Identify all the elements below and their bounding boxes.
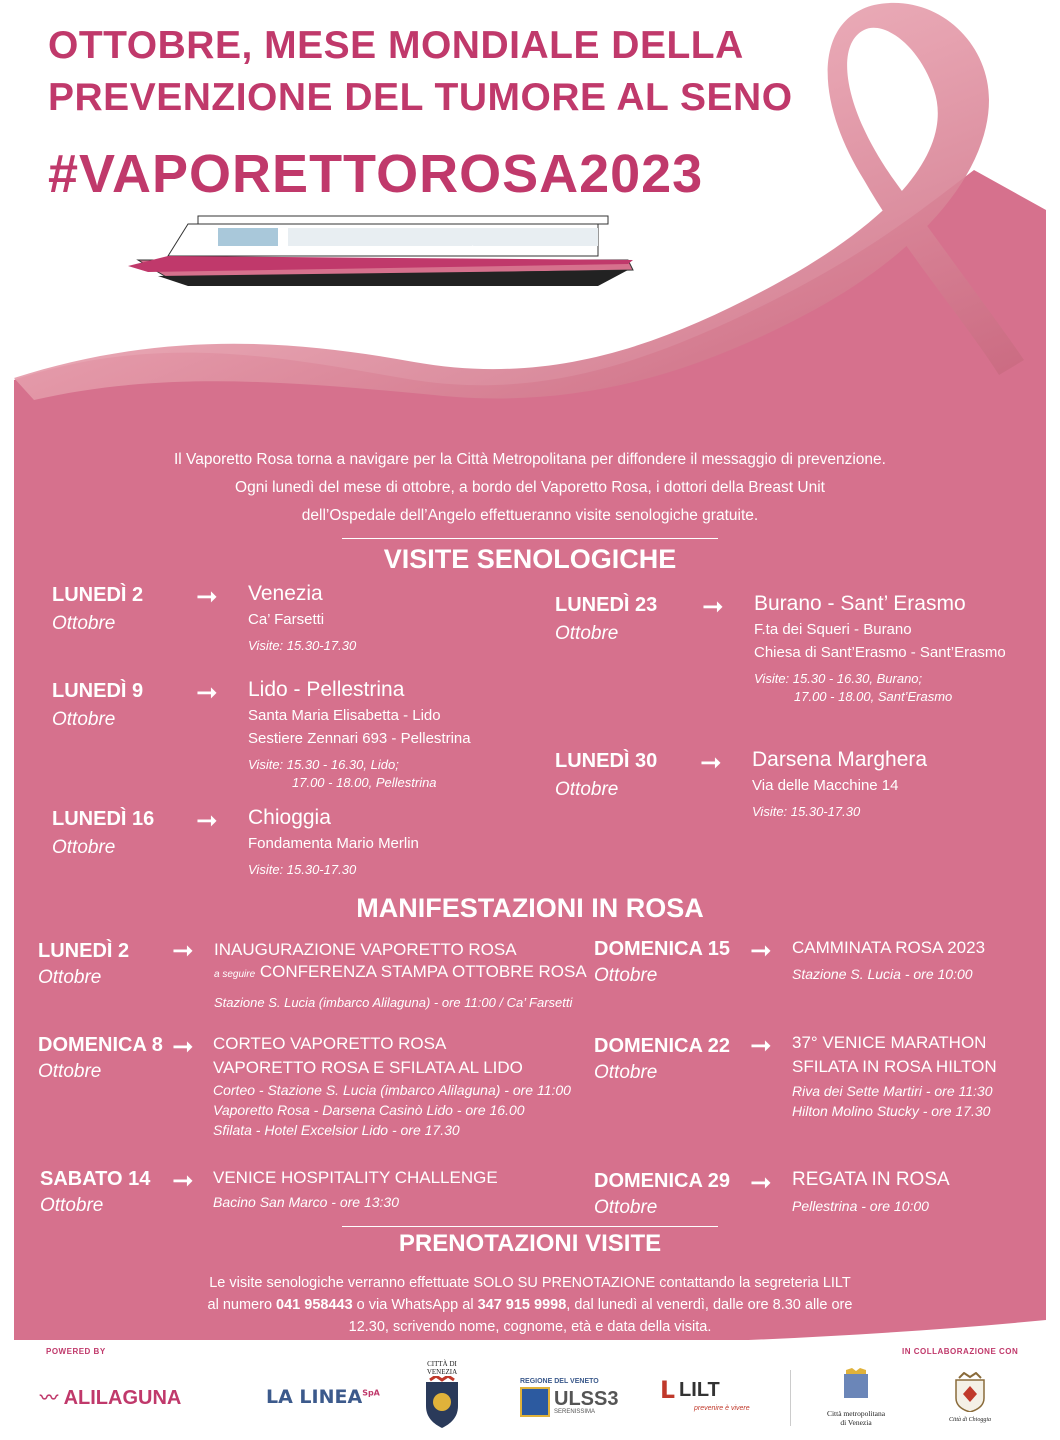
- event-title: REGATA IN ROSA: [792, 1169, 950, 1190]
- lilt-slogan: prevenire è vivere: [694, 1405, 750, 1412]
- event-title: INAUGURAZIONE VAPORETTO ROSA: [214, 940, 517, 959]
- poster-title: [48, 20, 793, 124]
- ulss3-logo: [520, 1378, 618, 1417]
- phone-number: 041 958443: [276, 1297, 353, 1313]
- event-details: [792, 1168, 950, 1216]
- event-info: Pellestrina - ore 10:00: [792, 1198, 929, 1214]
- visit-details: [752, 748, 927, 821]
- lilt-text: LILT: [679, 1379, 720, 1401]
- text-fragment: o via WhatsApp al: [352, 1297, 478, 1313]
- visit-details: [248, 582, 356, 655]
- visit-item: [52, 584, 143, 635]
- visit-address: Via delle Macchine 14: [752, 777, 899, 794]
- citta-metropolitana-logo: [816, 1368, 896, 1427]
- metropolitana-text: Città metropolitana: [826, 1409, 886, 1418]
- event-day: DOMENICA 29: [594, 1170, 730, 1192]
- visit-day: LUNEDÌ 16: [52, 808, 155, 830]
- visit-place: Lido - Pellestrina: [248, 678, 405, 701]
- event-info: Riva dei Sette Martiri - ore 11:30: [792, 1083, 993, 1099]
- visit-hours: 17.00 - 18.00, Sant’Erasmo: [794, 689, 953, 704]
- prenotazioni-line-3: 12.30, scrivendo nome, cognome, età e data della visita.: [348, 1319, 712, 1335]
- visit-day: LUNEDÌ 2: [52, 584, 144, 606]
- arrow-icon: ➞: [196, 581, 218, 611]
- event-title: VAPORETTO ROSA E SFILATA AL LIDO: [213, 1058, 523, 1077]
- intro-text: [100, 446, 960, 530]
- citta-venezia-text: CITTÀ DI VENEZIA: [426, 1360, 458, 1376]
- regione-text: REGIONE DEL VENETO: [520, 1378, 599, 1385]
- visit-item: [52, 680, 143, 731]
- powered-by-label: POWERED BY: [46, 1347, 106, 1356]
- visit-address: Sestiere Zennari 693 - Pellestrina: [248, 730, 471, 747]
- arrow-icon: ➞: [196, 805, 218, 835]
- title-line-2: PREVENZIONE DEL TUMORE AL SENO: [48, 76, 793, 119]
- lilt-figure-icon: ᒪ: [660, 1377, 676, 1404]
- prenotazioni-line-1: Le visite senologiche verranno effettuate SOLO SU PRENOTAZIONE contattando la segreteria LILT: [209, 1275, 851, 1291]
- metropolitana-text: di Venezia: [840, 1418, 872, 1427]
- ulss-sub-text: SERENISSIMA: [554, 1409, 596, 1415]
- arrow-icon: ➞: [172, 1165, 194, 1195]
- event-day: LUNEDÌ 2: [38, 940, 130, 962]
- divider: [342, 1226, 718, 1227]
- event-day: SABATO 14: [40, 1168, 151, 1190]
- event-month: Ottobre: [594, 1062, 658, 1083]
- event-details: [792, 936, 985, 984]
- event-month: Ottobre: [38, 967, 102, 988]
- visit-hours: Visite: 15.30-17.30: [248, 862, 357, 877]
- visit-month: Ottobre: [52, 613, 116, 634]
- event-title: 37° VENICE MARATHON: [792, 1033, 987, 1052]
- visit-place: Venezia: [248, 582, 323, 605]
- visit-details: [754, 592, 1006, 706]
- event-details: [214, 938, 587, 1013]
- event-title: SFILATA IN ROSA HILTON: [792, 1057, 997, 1076]
- event-info: Sfilata - Hotel Excelsior Lido - ore 17.30: [213, 1122, 460, 1138]
- visit-details: [248, 678, 471, 792]
- visit-month: Ottobre: [52, 709, 116, 730]
- event-info: Stazione S. Lucia (imbarco Alilaguna) - ore 11:00 / Ca’ Farsetti: [214, 995, 573, 1010]
- citta-venezia-logo: [420, 1360, 464, 1433]
- arrow-icon: ➞: [750, 1030, 772, 1060]
- arrow-icon: ➞: [702, 591, 724, 621]
- visit-item: [52, 808, 154, 859]
- alilaguna-wave-icon: 〰: [40, 1388, 58, 1408]
- event-info: Corteo - Stazione S. Lucia (imbarco Alilaguna) - ore 11:00: [213, 1082, 571, 1098]
- event-item: [38, 1034, 163, 1083]
- pink-vaporetto-boat: [128, 212, 638, 292]
- event-info: Vaporetto Rosa - Darsena Casinò Lido - ore 16.00: [213, 1102, 525, 1118]
- event-title: CORTEO VAPORETTO ROSA: [213, 1034, 447, 1053]
- prenotazioni-heading: PRENOTAZIONI VISITE: [398, 1230, 662, 1257]
- venice-crest-icon: [422, 1376, 462, 1428]
- hashtag-title: #VAPORETTOROSA2023: [48, 144, 704, 204]
- visit-hours: Visite: 15.30 - 16.30, Burano;: [754, 671, 923, 686]
- event-item: [594, 1170, 730, 1219]
- event-month: Ottobre: [594, 1197, 658, 1218]
- visit-address: Chiesa di Sant’Erasmo - Sant’Erasmo: [754, 644, 1006, 661]
- title-line-1: OTTOBRE, MESE MONDIALE DELLA: [48, 24, 744, 67]
- event-note: a seguire: [214, 969, 256, 980]
- arrow-icon: ➞: [700, 747, 722, 777]
- visit-day: LUNEDÌ 30: [555, 750, 658, 772]
- collaboration-label: IN COLLABORAZIONE CON: [902, 1347, 1019, 1356]
- intro-line-3: dell’Ospedale dell’Angelo effettueranno visite senologiche gratuite.: [301, 507, 759, 524]
- visit-item: [555, 750, 657, 801]
- event-title: VENICE HOSPITALITY CHALLENGE: [213, 1168, 498, 1187]
- visit-place: Darsena Marghera: [752, 748, 928, 771]
- alilaguna-logo: [40, 1384, 181, 1410]
- visit-hours: Visite: 15.30-17.30: [752, 804, 861, 819]
- event-details: [213, 1166, 498, 1212]
- logo-divider: [790, 1370, 791, 1426]
- visit-day: LUNEDÌ 23: [555, 594, 658, 616]
- event-info: Hilton Molino Stucky - ore 17.30: [792, 1103, 991, 1119]
- alilaguna-text: ALILAGUNA: [63, 1387, 182, 1409]
- la-linea-spa: SpA: [362, 1388, 380, 1398]
- la-linea-logo: [266, 1386, 380, 1408]
- event-month: Ottobre: [40, 1195, 104, 1216]
- regione-shield-icon: [520, 1387, 550, 1417]
- event-item: [594, 938, 730, 987]
- visit-hours: Visite: 15.30 - 16.30, Lido;: [248, 757, 399, 772]
- arrow-icon: ➞: [172, 1031, 194, 1061]
- visit-address: F.ta dei Squeri - Burano: [754, 621, 912, 638]
- text-fragment: al numero: [207, 1297, 277, 1313]
- event-details: [792, 1031, 997, 1121]
- visit-place: Burano - Sant’ Erasmo: [754, 592, 966, 615]
- intro-line-1: Il Vaporetto Rosa torna a navigare per la Città Metropolitana per diffondere il messaggio di prevenzione.: [174, 451, 886, 468]
- boat-slogan: PREVENZIONE È VITA: [418, 247, 493, 254]
- boat-brand: ALILAGUNA: [513, 247, 555, 254]
- visit-address: Ca’ Farsetti: [248, 611, 325, 628]
- event-month: Ottobre: [594, 965, 658, 986]
- chioggia-text: Città di Chioggia: [948, 1417, 991, 1423]
- arrow-icon: ➞: [196, 677, 218, 707]
- event-info: Bacino San Marco - ore 13:30: [213, 1194, 399, 1210]
- lilt-logo: [660, 1376, 750, 1412]
- visit-address: Fondamenta Mario Merlin: [248, 835, 419, 852]
- event-title: CAMMINATA ROSA 2023: [792, 938, 986, 957]
- event-item: [594, 1035, 730, 1084]
- event-title: CONFERENZA STAMPA OTTOBRE ROSA: [259, 962, 587, 981]
- divider: [342, 538, 718, 539]
- text-fragment: , dal lunedì al venerdì, dalle ore 8.30 alle ore: [566, 1297, 853, 1313]
- visit-hours: 17.00 - 18.00, Pellestrina: [292, 775, 437, 790]
- visit-address: Santa Maria Elisabetta - Lido: [248, 707, 441, 724]
- ulss-text: ULSS3: [554, 1388, 619, 1410]
- visite-heading: VISITE SENOLOGICHE: [383, 544, 677, 574]
- visit-place: Chioggia: [248, 806, 331, 829]
- visit-item: [555, 594, 657, 645]
- la-linea-text: LA LINEA: [266, 1386, 363, 1408]
- chioggia-logo: [940, 1372, 1000, 1423]
- event-month: Ottobre: [38, 1061, 102, 1082]
- visit-details: [248, 806, 419, 879]
- whatsapp-number: 347 915 9998: [477, 1297, 567, 1313]
- bottom-curve: [14, 1300, 1046, 1360]
- event-item: [40, 1168, 150, 1217]
- visit-month: Ottobre: [555, 779, 619, 800]
- event-day: DOMENICA 8: [38, 1034, 163, 1056]
- event-info: Stazione S. Lucia - ore 10:00: [792, 966, 973, 982]
- visit-month: Ottobre: [52, 837, 116, 858]
- event-item: [38, 940, 129, 989]
- event-day: DOMENICA 15: [594, 938, 730, 960]
- arrow-icon: ➞: [750, 1167, 772, 1197]
- intro-line-2: Ogni lunedì del mese di ottobre, a bordo del Vaporetto Rosa, i dottori della Breast Unit: [235, 479, 825, 496]
- metropolitana-crest-icon: [843, 1368, 869, 1404]
- event-day: DOMENICA 22: [594, 1035, 730, 1057]
- arrow-icon: ➞: [172, 935, 194, 965]
- visit-month: Ottobre: [555, 623, 619, 644]
- manifestazioni-heading: MANIFESTAZIONI IN ROSA: [356, 893, 704, 923]
- visit-hours: Visite: 15.30-17.30: [248, 638, 357, 653]
- arrow-icon: ➞: [750, 935, 772, 965]
- chioggia-crest-icon: [953, 1372, 987, 1412]
- event-details: [213, 1032, 571, 1140]
- visit-day: LUNEDÌ 9: [52, 680, 144, 702]
